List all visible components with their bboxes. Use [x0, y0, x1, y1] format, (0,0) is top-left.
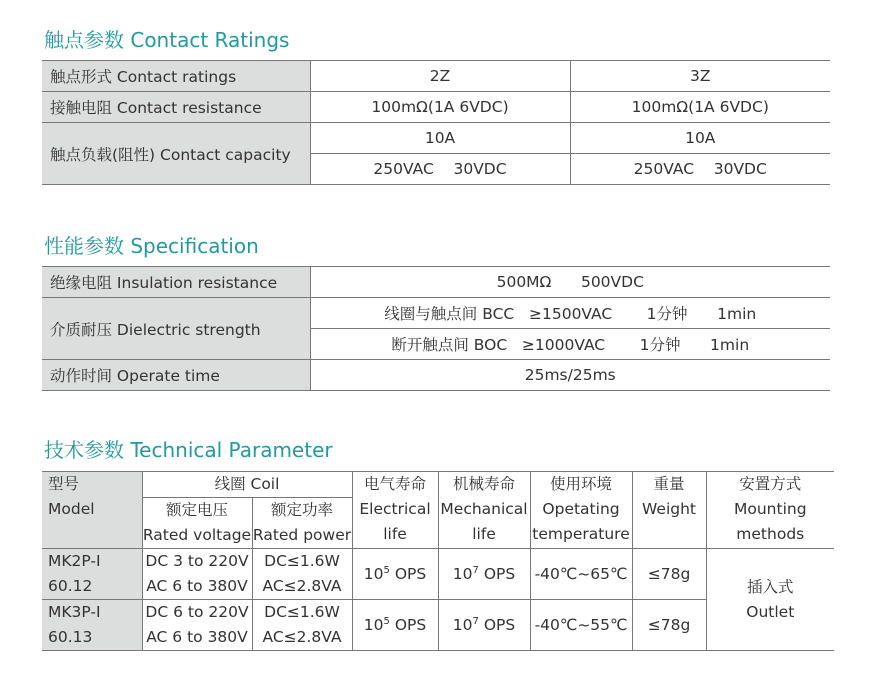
row-label: 介质耐压 Dielectric strength: [42, 298, 310, 360]
mounting-cell: 插入式 Outlet: [706, 549, 834, 651]
header-rated-voltage: 额定电压 Rated voltage: [142, 498, 252, 549]
rated-power-cell: DC≤1.6W AC≤2.8VA: [252, 600, 352, 651]
table-row: [42, 549, 834, 600]
temperature-cell: -40℃~55℃: [530, 600, 632, 651]
cell-value: 25ms/25ms: [310, 360, 830, 391]
rated-voltage-cell: DC 3 to 220V AC 6 to 380V: [142, 549, 252, 600]
cell-value: 2Z: [310, 61, 570, 92]
rated-power-cell: DC≤1.6W AC≤2.8VA: [252, 549, 352, 600]
specification-table: [42, 266, 830, 391]
rated-voltage-cell: DC 6 to 220V AC 6 to 380V: [142, 600, 252, 651]
electrical-life-cell: $10^5$ OPS: [352, 549, 438, 600]
contact-ratings-title: 触点参数 Contact Ratings: [44, 28, 290, 52]
cell-value: 断开触点间 BOC ≥1000VAC 1分钟 1min: [310, 329, 830, 360]
row-label: 接触电阻 Contact resistance: [42, 92, 310, 123]
header-mounting: 安置方式 Mounting methods: [706, 472, 834, 549]
cell-value: 10A: [570, 123, 830, 154]
technical-parameter-table: [42, 471, 834, 651]
cell-value: 3Z: [570, 61, 830, 92]
cell-value: 线圈与触点间 BCC ≥1500VAC 1分钟 1min: [310, 298, 830, 329]
row-label: 绝缘电阻 Insulation resistance: [42, 267, 310, 298]
table-row: [42, 61, 830, 92]
header-mechanical-life: 机械寿命 Mechanical life: [438, 472, 530, 549]
header-model: 型号 Model: [42, 472, 142, 549]
weight-cell: ≤78g: [632, 549, 706, 600]
model-cell: MK3P-I 60.13: [42, 600, 142, 651]
cell-value: 100mΩ(1A 6VDC): [310, 92, 570, 123]
mechanical-life-cell: $10^7$ OPS: [438, 549, 530, 600]
contact-ratings-table: [42, 60, 830, 185]
cell-value: 250VAC 30VDC: [310, 154, 570, 185]
header-temperature: 使用环境 Opetating temperature: [530, 472, 632, 549]
weight-cell: ≤78g: [632, 600, 706, 651]
cell-value: 100mΩ(1A 6VDC): [570, 92, 830, 123]
table-row: [42, 298, 830, 329]
table-row: [42, 123, 830, 154]
table-row: [42, 360, 830, 391]
row-label: 动作时间 Operate time: [42, 360, 310, 391]
temperature-cell: -40℃~65℃: [530, 549, 632, 600]
header-coil: 线圈 Coil: [142, 472, 352, 498]
mechanical-life-cell: $10^7$ OPS: [438, 600, 530, 651]
header-weight: 重量 Weight: [632, 472, 706, 549]
cell-value: 10A: [310, 123, 570, 154]
specification-title: 性能参数 Specification: [44, 234, 259, 258]
table-row: [42, 92, 830, 123]
row-label: 触点负载(阻性) Contact capacity: [42, 123, 310, 185]
technical-parameter-title: 技术参数 Technical Parameter: [44, 438, 333, 462]
table-row: [42, 267, 830, 298]
row-label: 触点形式 Contact ratings: [42, 61, 310, 92]
header-electrical-life: 电气寿命 Electrical life: [352, 472, 438, 549]
electrical-life-cell: $10^5$ OPS: [352, 600, 438, 651]
cell-value: 250VAC 30VDC: [570, 154, 830, 185]
model-cell: MK2P-I 60.12: [42, 549, 142, 600]
header-rated-power: 额定功率 Rated power: [252, 498, 352, 549]
header-row: [42, 472, 834, 498]
cell-value: 500MΩ 500VDC: [310, 267, 830, 298]
